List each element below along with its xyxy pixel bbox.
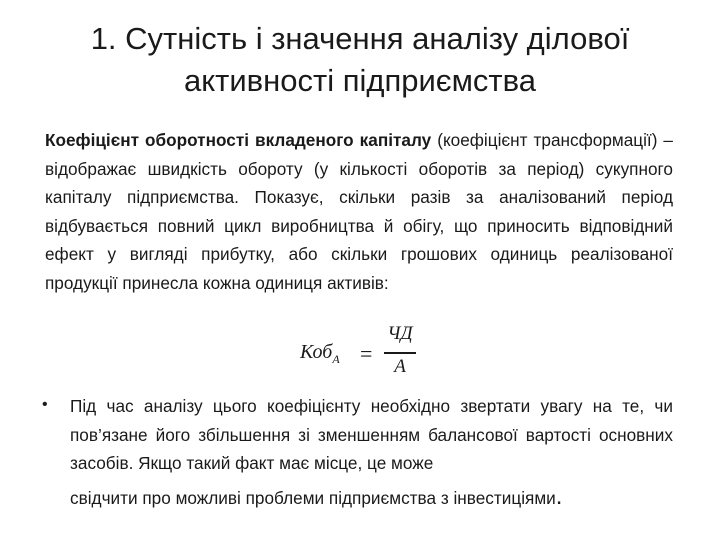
ratio-formula bbox=[300, 323, 430, 385]
bullet-last-text: свідчити про можливі проблеми підприємства з інвестиціями bbox=[70, 488, 556, 508]
formula-lhs-symbol: Коб bbox=[300, 341, 333, 363]
fraction-bar bbox=[384, 352, 416, 354]
bullet-last-line bbox=[70, 483, 673, 512]
bullet-paragraph: Під час аналізу цього коефіцієнту необхідно звертати увагу на те, чи пов’язане його збільшення зі зменшенням балансової вартості основних засобів. Якщо такий факт має місце, це може bbox=[70, 396, 673, 473]
formula-numerator: ЧД bbox=[387, 323, 413, 344]
formula-lhs-subscript: А bbox=[332, 352, 340, 366]
definition-paragraph bbox=[45, 126, 673, 297]
definition-text: (коефіцієнт трансформації) – відображає швидкість обороту (у кількості оборотів за період) сукупного капіталу підприємства. Показує, скільки разів за аналізований період відбувається повний цикл виробництва й обігу, що приносить відповідний ефект у вигляді прибутку, або скільки грошових одиниць реалізованої продукції принесла кожна одиниця активів: bbox=[45, 130, 673, 293]
formula-denominator: А bbox=[394, 356, 406, 377]
bullet-marker: • bbox=[42, 396, 48, 413]
formula-lhs bbox=[300, 341, 340, 367]
bullet-period: . bbox=[555, 483, 563, 510]
formula-equals: = bbox=[360, 341, 373, 366]
term-bold: Коефіцієнт оборотності вкладеного капіталу bbox=[45, 130, 432, 150]
slide-title: 1. Сутність і значення аналізу ділової активності підприємства bbox=[90, 21, 630, 98]
